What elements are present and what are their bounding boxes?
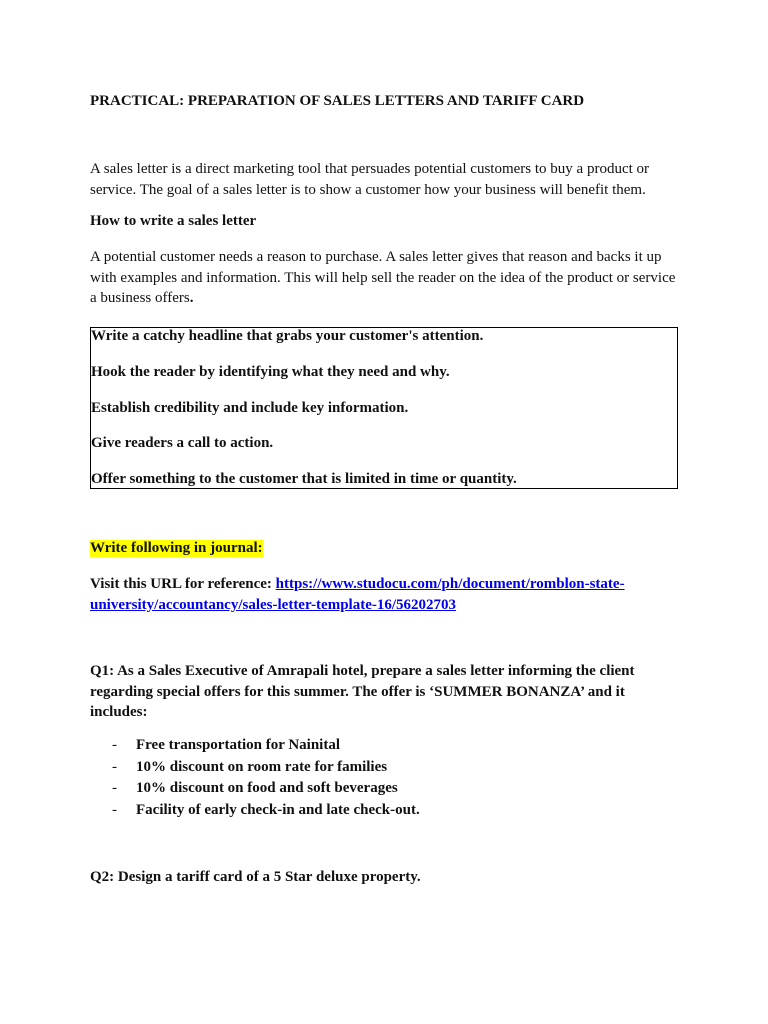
tip-item: Give readers a call to action. bbox=[91, 435, 274, 451]
list-item bbox=[112, 735, 420, 757]
tip-item: Offer something to the customer that is limited in time or quantity. bbox=[91, 471, 517, 487]
tip-item: Write a catchy headline that grabs your customer's attention. bbox=[91, 328, 484, 344]
how-to-heading: How to write a sales letter bbox=[90, 213, 257, 229]
tip-item: Establish credibility and include key information. bbox=[91, 400, 409, 416]
offer-text: 10% discount on food and soft beverages bbox=[136, 780, 398, 796]
bullet-dash: - bbox=[112, 758, 117, 775]
list-item bbox=[112, 778, 420, 800]
intro-paragraph: A sales letter is a direct marketing tool that persuades potential customers to buy a product or service. The goal of a sales letter is to show a customer how your business will benefit them. bbox=[90, 161, 650, 198]
tip-item: Hook the reader by identifying what they need and why. bbox=[91, 364, 450, 380]
question-1: Q1: As a Sales Executive of Amrapali hotel, prepare a sales letter informing the client regarding special offers for this summer. The offer is ‘SUMMER BONANZA’ and it includes: bbox=[90, 663, 635, 720]
reference-label: Visit this URL for reference: bbox=[90, 576, 276, 592]
how-to-text: A potential customer needs a reason to purchase. A sales letter gives that reason and backs it up with examples and information. This will help sell the reader on the idea of the product or service a business offers bbox=[90, 249, 676, 306]
list-item bbox=[112, 800, 420, 822]
how-to-paragraph bbox=[90, 247, 680, 309]
list-item bbox=[112, 757, 420, 779]
reference-link[interactable]: https://www.studocu.com/ph/document/romblon-state-university/accountancy/sales-letter-template-16/56202703 bbox=[90, 576, 625, 613]
question-2: Q2: Design a tariff card of a 5 Star deluxe property. bbox=[90, 869, 421, 885]
offer-text: Facility of early check-in and late check-out. bbox=[136, 801, 420, 818]
how-to-text-end: . bbox=[189, 290, 194, 306]
reference-line bbox=[90, 574, 680, 615]
offer-list bbox=[112, 735, 420, 821]
journal-instruction: Write following in journal: bbox=[90, 540, 263, 556]
page-title: PRACTICAL: PREPARATION OF SALES LETTERS AND TARIFF CARD bbox=[90, 93, 585, 109]
bullet-dash: - bbox=[112, 801, 117, 818]
tips-box bbox=[90, 327, 678, 489]
offer-text: Free transportation for Nainital bbox=[136, 737, 341, 753]
bullet-dash: - bbox=[112, 737, 117, 753]
bullet-dash: - bbox=[112, 780, 117, 796]
offer-text: 10% discount on room rate for families bbox=[136, 758, 388, 775]
